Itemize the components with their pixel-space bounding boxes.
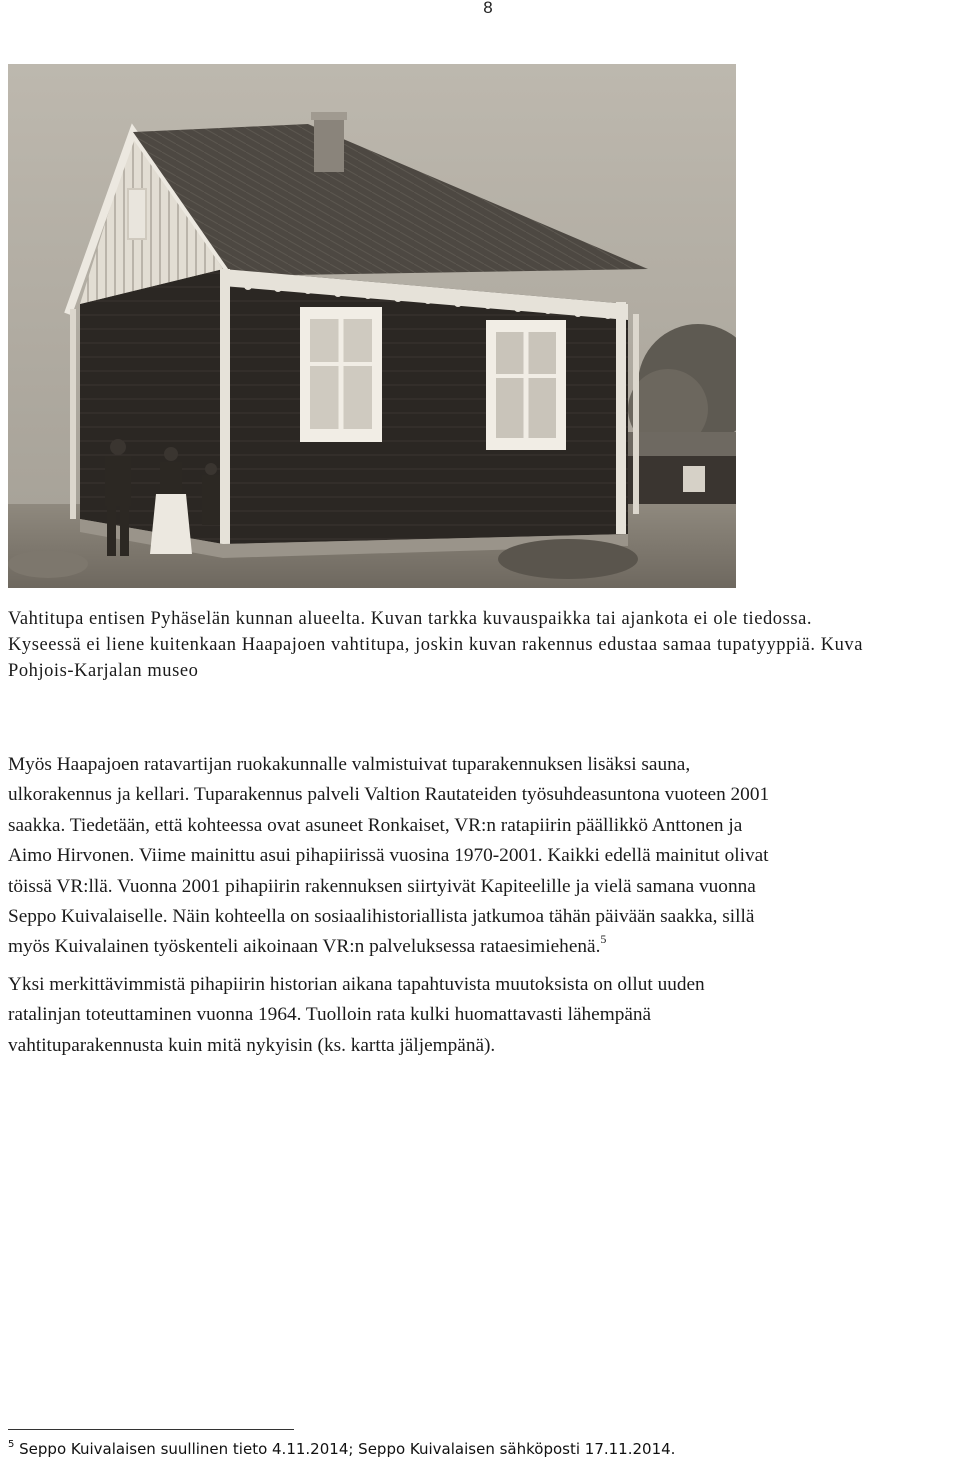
window-left: [300, 307, 382, 442]
paragraph-line-text: myös Kuivalainen työskenteli aikoinaan VR:n palveluksessa rataesimiehenä.: [8, 936, 601, 958]
paragraph-line: vahtituparakennusta kuin mitä nykyisin (ks. kartta jäljempänä).: [8, 1034, 496, 1056]
paragraph-line: Aimo Hirvonen. Viime mainittu asui pihapiirissä vuosina 1970-2001. Kaikki edellä mainitut olivat: [8, 845, 769, 867]
footnote-text: Seppo Kuivalaisen suullinen tieto 4.11.2014; Seppo Kuivalaisen sähköposti 17.11.2014.: [19, 1440, 676, 1458]
figure-caption: [8, 606, 958, 684]
body-text: [8, 750, 958, 1061]
paragraph-line: Myös Haapajoen ratavartijan ruokakunnalle valmistuivat tuparakennuksen lisäksi sauna,: [8, 754, 691, 775]
paragraph-line: ratalinjan toteuttaminen vuonna 1964. Tuolloin rata kulki huomattavasti lähempänä: [8, 1004, 652, 1026]
page-number: 8: [483, 0, 493, 17]
paragraph-line: töissä VR:llä. Vuonna 2001 pihapiirin rakennuksen siirtyivät Kapiteelille ja vielä samana vuonna: [8, 875, 756, 897]
paragraph-line: Seppo Kuivalaiselle. Näin kohteella on sosiaalihistoriallista jatkumoa tähän päivään saakka, sillä: [8, 906, 755, 928]
paragraph-line: ulkorakennus ja kellari. Tuparakennus palveli Valtion Rautateiden työsuhdeasuntona vuoteen 2001: [8, 784, 770, 806]
footnote-number: 5: [8, 1439, 15, 1450]
footnote-separator: [8, 1429, 294, 1430]
paragraph-line: saakka. Tiedetään, että kohteessa ovat asuneet Ronkaiset, VR:n ratapiirin päällikkö Anttonen ja: [8, 814, 743, 836]
window-right: [486, 320, 566, 450]
caption-line: Kyseessä ei liene kuitenkaan Haapajoen vahtitupa, joskin kuvan rakennus edustaa samaa tupatyyppiä. Kuva: [8, 635, 863, 655]
house-photograph: [8, 64, 736, 588]
paragraph-2: [8, 970, 958, 1061]
caption-line: Pohjois-Karjalan museo: [8, 661, 199, 681]
caption-line: Vahtitupa entisen Pyhäselän kunnan alueelta. Kuvan tarkka kuvauspaikka tai ajankota ei ole tiedossa.: [8, 609, 813, 629]
paragraph-line: Yksi merkittävimmistä pihapiirin historian aikana tapahtuvista muutoksista on ollut uuden: [8, 973, 705, 995]
paragraph-1: [8, 750, 958, 963]
footnote-reference[interactable]: 5: [600, 932, 607, 947]
house-photo-illustration: [8, 64, 736, 588]
footnote: [8, 1440, 958, 1458]
paragraph-line: [8, 932, 958, 962]
